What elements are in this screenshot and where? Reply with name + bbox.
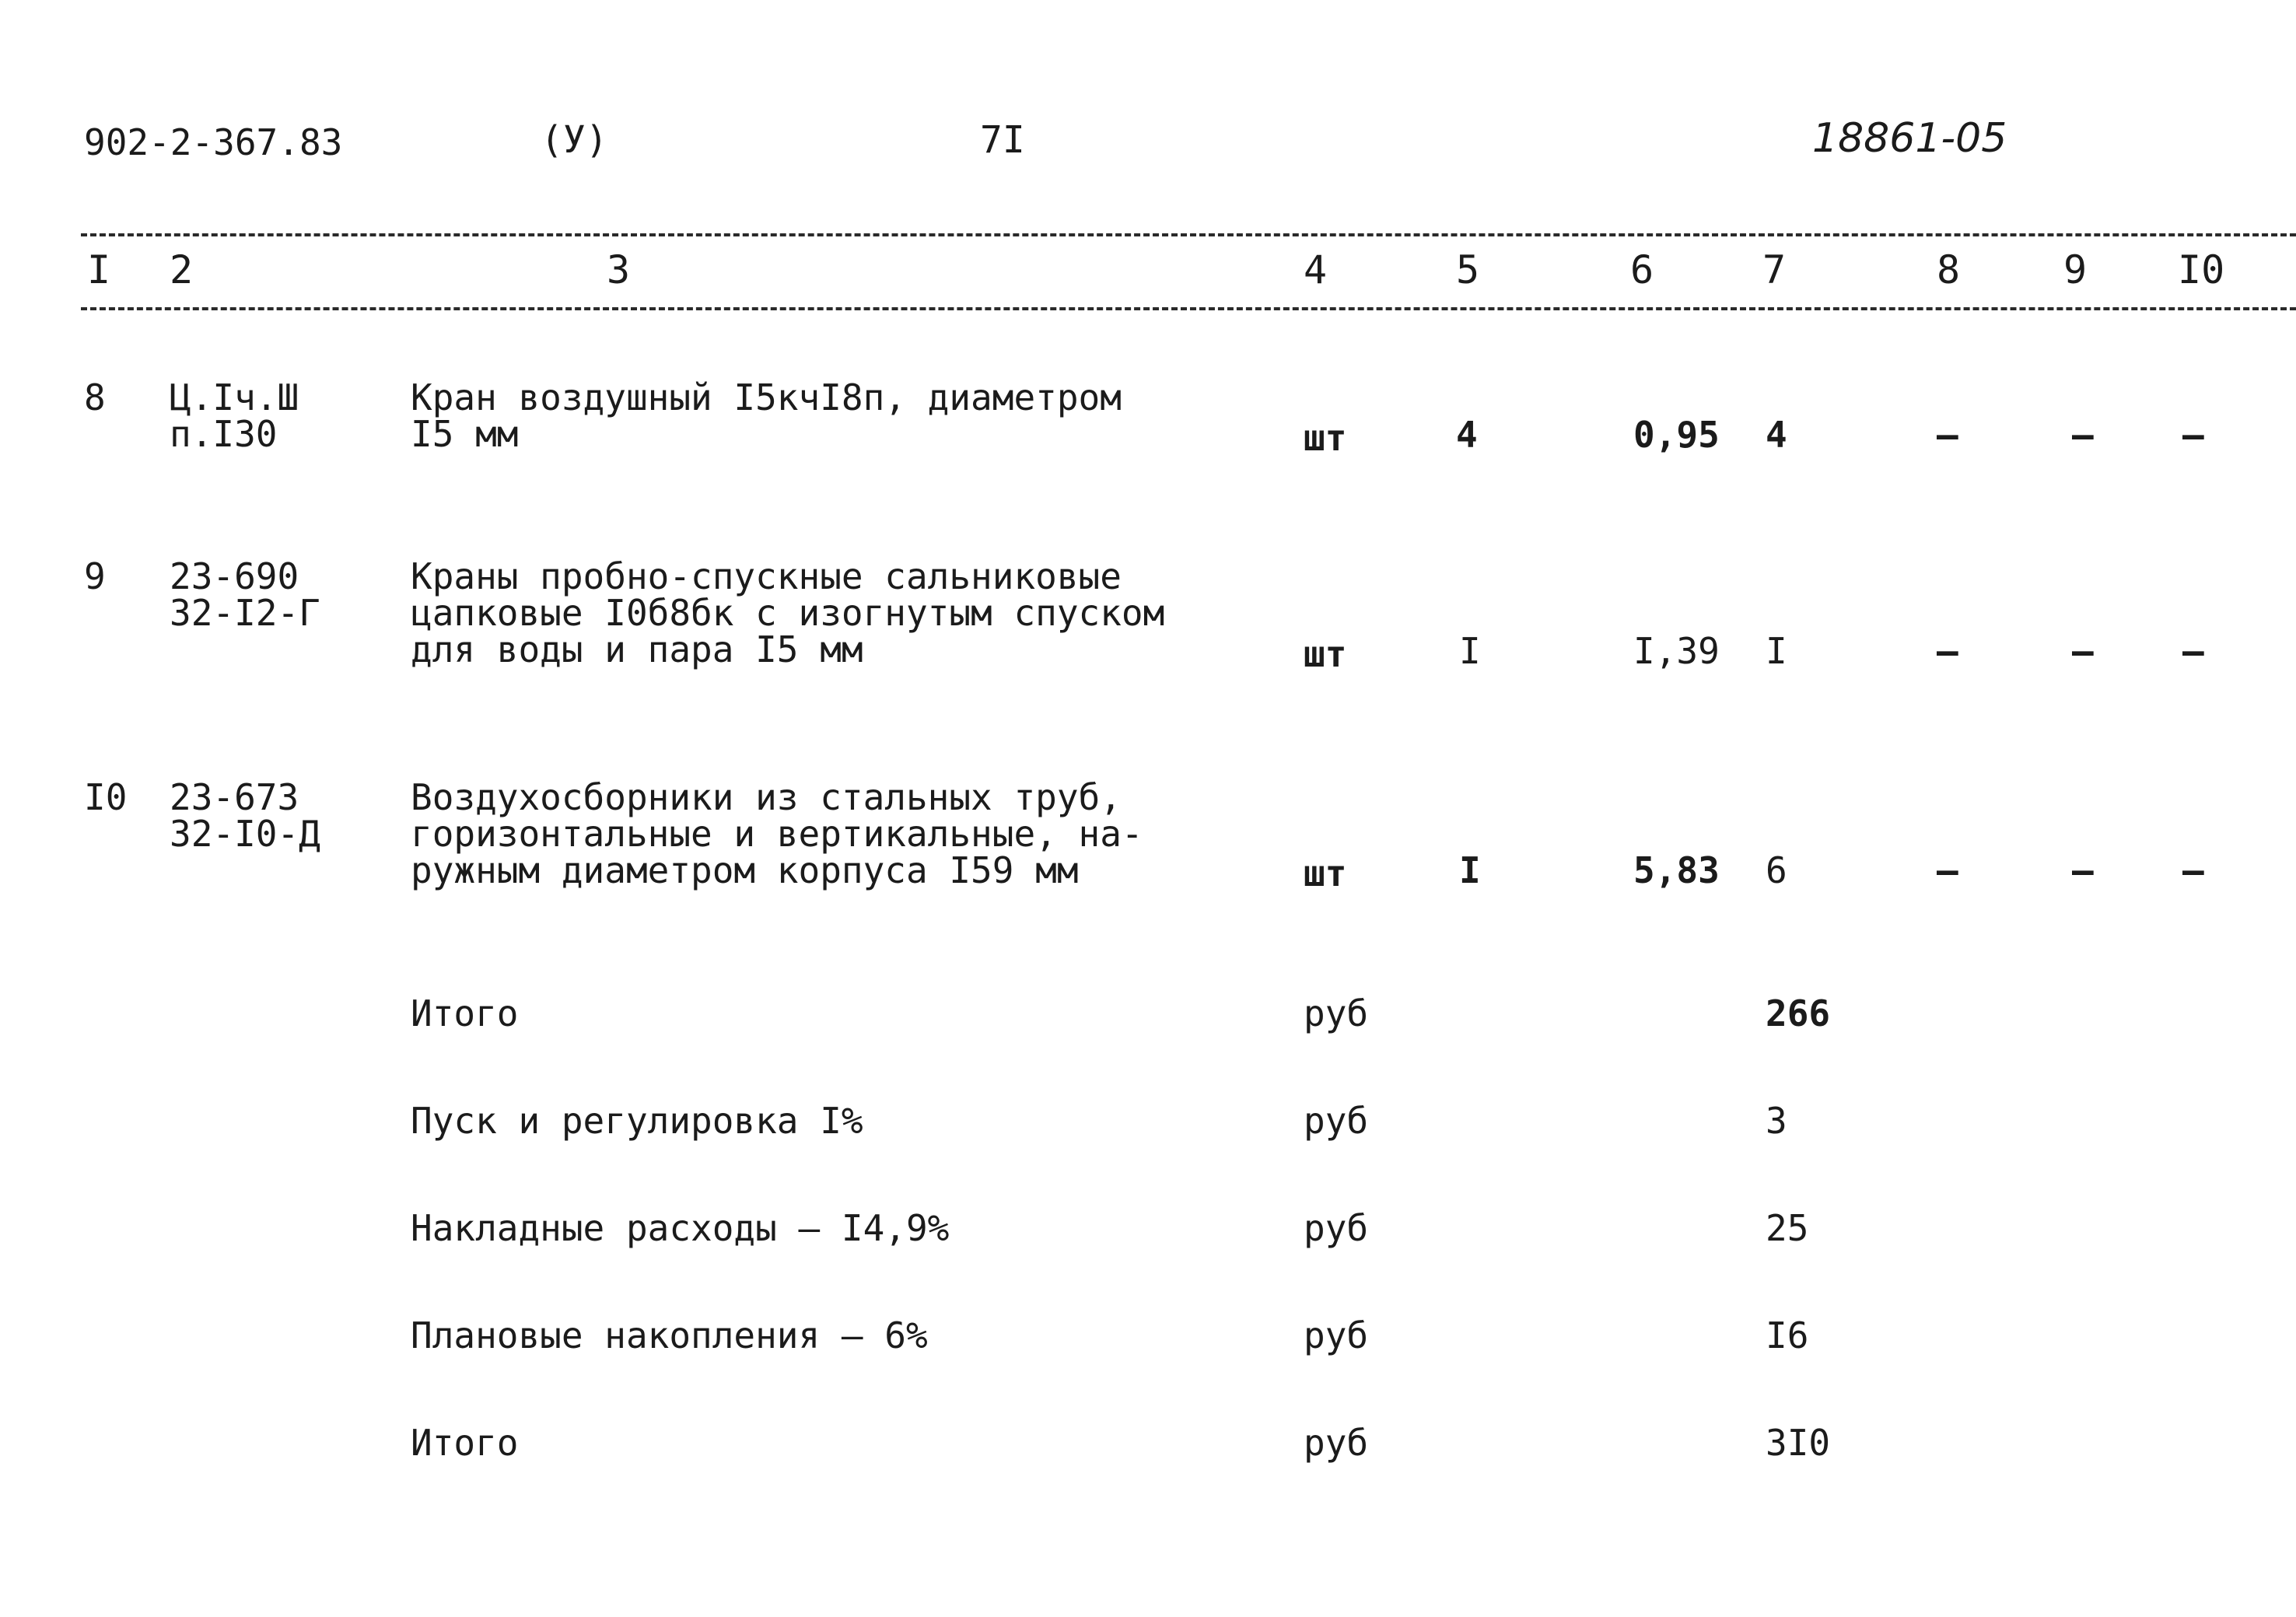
row-code-line: 32-I2-Г bbox=[170, 592, 320, 634]
row-total: I bbox=[1766, 630, 1787, 672]
row-unit: шт bbox=[1304, 852, 1347, 894]
column-number-8: 8 bbox=[1937, 247, 1961, 292]
row-unit-price: I,39 bbox=[1633, 630, 1720, 672]
row-col10: – bbox=[2182, 414, 2204, 456]
row-description-line: Воздухосборники из стальных труб, bbox=[411, 776, 1122, 818]
document-id: 902-2-367.83 bbox=[84, 121, 343, 163]
summary-unit: руб bbox=[1304, 1100, 1369, 1142]
row-number: 9 bbox=[84, 555, 106, 597]
row-col9: – bbox=[2072, 414, 2094, 456]
row-code-line: п.I30 bbox=[170, 413, 278, 455]
column-number-6: 6 bbox=[1630, 247, 1654, 292]
row-unit: шт bbox=[1304, 417, 1347, 459]
column-number-7: 7 bbox=[1762, 247, 1787, 292]
row-quantity: I bbox=[1459, 849, 1481, 891]
row-quantity: 4 bbox=[1456, 414, 1478, 456]
summary-value: 3I0 bbox=[1766, 1422, 1831, 1464]
document-mark: (У) bbox=[541, 118, 608, 162]
row-description-line: Кран воздушный I5кчI8п, диаметром bbox=[411, 376, 1122, 418]
row-unit-price: 5,83 bbox=[1633, 849, 1720, 891]
column-number-5: 5 bbox=[1456, 247, 1480, 292]
row-number: 8 bbox=[84, 376, 106, 418]
summary-unit: руб bbox=[1304, 1207, 1369, 1249]
row-col10: – bbox=[2182, 849, 2204, 891]
row-col8: – bbox=[1937, 630, 1958, 672]
inventory-number: 18861-05 bbox=[1812, 115, 2007, 162]
column-number-10: I0 bbox=[2178, 247, 2225, 292]
row-code-line: 23-673 bbox=[170, 776, 299, 818]
row-description-line: I5 мм bbox=[411, 413, 519, 455]
row-code-line: Ц.Iч.Ш bbox=[170, 376, 299, 418]
row-total: 6 bbox=[1766, 849, 1787, 891]
summary-label: Итого bbox=[411, 1422, 519, 1464]
column-number-4: 4 bbox=[1304, 247, 1328, 292]
row-unit: шт bbox=[1304, 633, 1347, 675]
row-total: 4 bbox=[1766, 414, 1787, 456]
summary-label: Накладные расходы – I4,9% bbox=[411, 1207, 950, 1249]
row-description-line: Краны пробно-спускные сальниковые bbox=[411, 555, 1122, 597]
header-bottom-rule bbox=[81, 307, 2296, 310]
row-description-line: горизонтальные и вертикальные, на- bbox=[411, 813, 1143, 855]
column-number-1: I bbox=[87, 247, 111, 292]
page-number: 7I bbox=[980, 118, 1025, 162]
row-col8: – bbox=[1937, 414, 1958, 456]
summary-label: Плановые накопления – 6% bbox=[411, 1314, 928, 1356]
row-number: I0 bbox=[84, 776, 128, 818]
summary-label: Итого bbox=[411, 992, 519, 1034]
row-description-line: цапковые I0б8бк с изогнутым спуском bbox=[411, 592, 1165, 634]
summary-unit: руб bbox=[1304, 1422, 1369, 1464]
row-col9: – bbox=[2072, 849, 2094, 891]
row-col8: – bbox=[1937, 849, 1958, 891]
row-code-line: 23-690 bbox=[170, 555, 299, 597]
column-number-3: 3 bbox=[607, 247, 631, 292]
summary-value: 3 bbox=[1766, 1100, 1787, 1142]
summary-label: Пуск и регулировка I% bbox=[411, 1100, 863, 1142]
row-col10: – bbox=[2182, 630, 2204, 672]
summary-unit: руб bbox=[1304, 992, 1369, 1034]
summary-value: 25 bbox=[1766, 1207, 1809, 1249]
summary-value: 266 bbox=[1766, 992, 1831, 1034]
header-top-rule bbox=[81, 233, 2296, 236]
row-code-line: 32-I0-Д bbox=[170, 813, 320, 855]
row-description-line: ружным диаметром корпуса I59 мм bbox=[411, 849, 1079, 891]
row-unit-price: 0,95 bbox=[1633, 414, 1720, 456]
row-col9: – bbox=[2072, 630, 2094, 672]
summary-unit: руб bbox=[1304, 1314, 1369, 1356]
summary-value: I6 bbox=[1766, 1314, 1809, 1356]
row-quantity: I bbox=[1459, 630, 1481, 672]
column-number-2: 2 bbox=[170, 247, 194, 292]
column-number-9: 9 bbox=[2063, 247, 2088, 292]
row-description-line: для воды и пара I5 мм bbox=[411, 628, 863, 670]
